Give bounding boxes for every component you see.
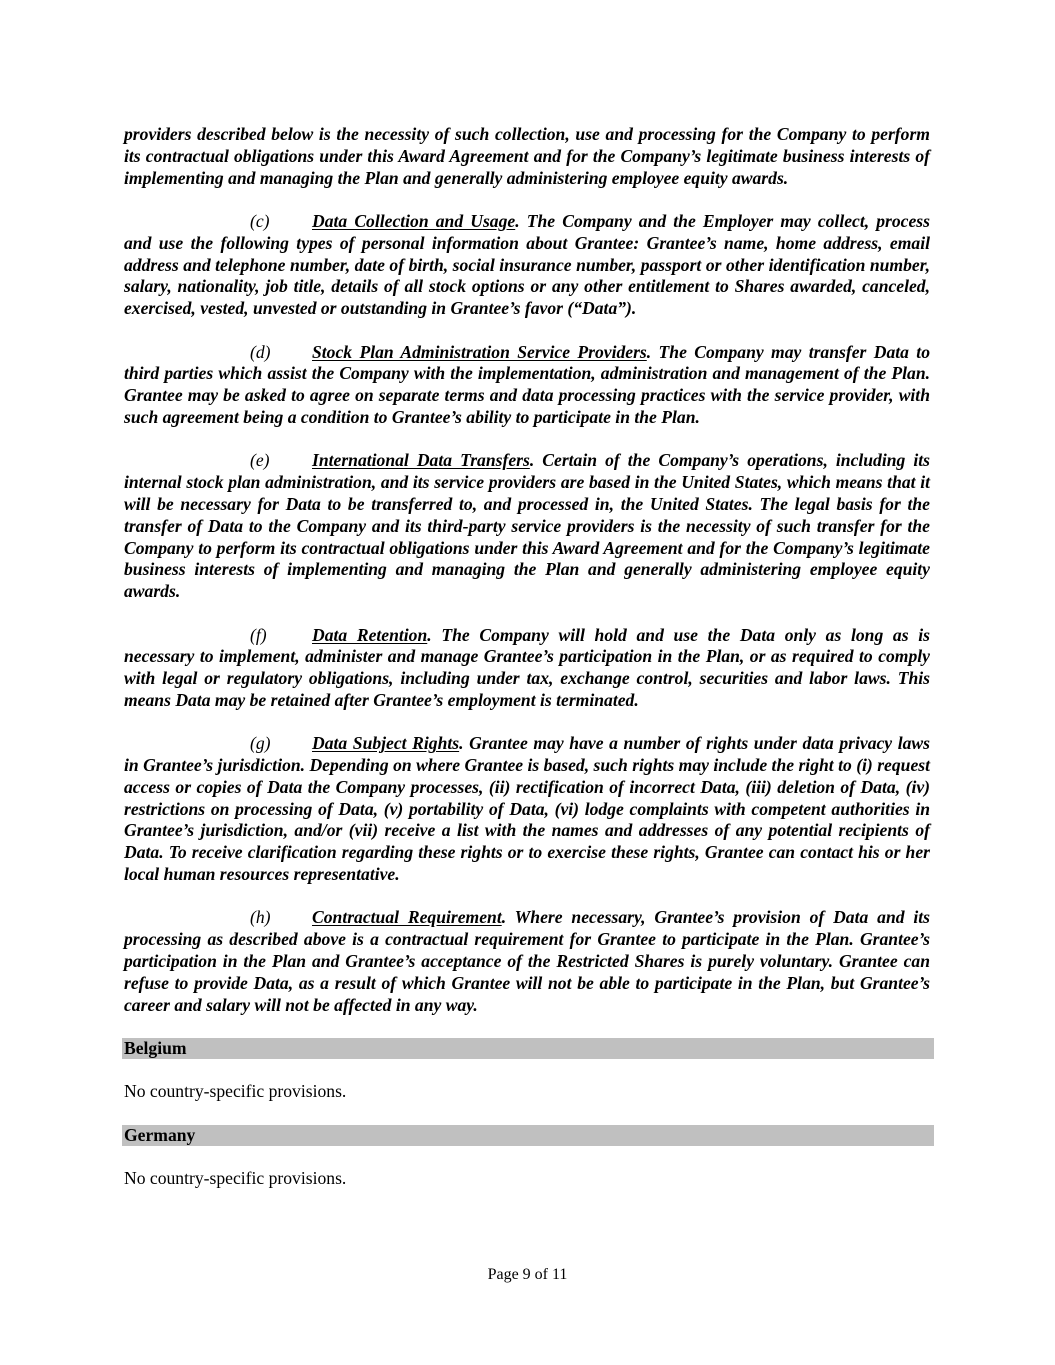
section-letter: (d) xyxy=(250,341,271,362)
section-letter: (g) xyxy=(250,733,271,754)
section-heading: Stock Plan Administration Service Providers xyxy=(312,341,647,362)
country-heading-belgium: Belgium xyxy=(122,1038,934,1059)
section-e xyxy=(124,450,930,603)
page-content xyxy=(124,124,930,1190)
section-letter: (e) xyxy=(250,450,270,471)
section-f xyxy=(124,625,930,712)
section-letter: (c) xyxy=(250,210,270,231)
section-heading: Data Subject Rights xyxy=(312,733,460,754)
section-g xyxy=(124,733,930,886)
section-heading: Data Collection and Usage xyxy=(312,210,516,231)
country-heading-germany: Germany xyxy=(122,1125,934,1146)
section-heading: Contractual Requirement xyxy=(312,907,502,928)
section-d xyxy=(124,342,930,429)
country-text-belgium: No country-specific provisions. xyxy=(124,1081,347,1102)
section-body: . Certain of the Company’s operations, including its internal stock plan administration, and its service providers are based in the United States, which means that it will be necessary for Data to be transferred to, and processed in, the United States. The legal basis for the transfer of Data to the Company and its third-party service providers is the necessity of such transfer for the Company to perform its contractual obligations under this Award Agreement and for the Company’s legitimate business interests of implementing and managing the Plan and generally administering employee equity awards. xyxy=(124,450,930,602)
intro-paragraph: providers described below is the necessity of such collection, use and processing for the Company to perform its contractual obligations under this Award Agreement and for the Company’s legitimate business interests of implementing and managing the Plan and generally administering employee equity awards. xyxy=(124,124,930,188)
section-letter: (f) xyxy=(250,624,267,645)
section-c xyxy=(124,211,930,320)
section-body: . The Company may transfer Data to third parties which assist the Company with the implementation, administration and management of the Plan. Grantee may be asked to agree on separate terms and data processing practices with the service provider, with such agreement being a condition to Grantee’s ability to participate in the Plan. xyxy=(124,341,930,427)
section-body: . The Company and the Employer may collect, process and use the following types of personal information about Grantee: Grantee’s name, home address, email address and telephone number, date of birth, social insurance number, passport or other identification number, salary, nationality, job title, details of all stock options or any other entitlement to Shares awarded, canceled, exercised, vested, unvested or outstanding in Grantee’s favor (“Data”). xyxy=(124,210,930,319)
section-body: . Grantee may have a number of rights under data privacy laws in Grantee’s jurisdiction. Depending on where Grantee is based, such rights may include the right to (i) request access or copies of Data the Company processes, (ii) rectification of incorrect Data, (iii) deletion of Data, (iv) restrictions on processing of Data, (v) portability of Data, (vi) lodge complaints with competent authorities in Grantee’s jurisdiction, and/or (vii) receive a list with the names and addresses of any potential recipients of Data. To receive clarification regarding these rights or to exercise these rights, Grantee can contact his or her local human resources representative. xyxy=(124,733,930,885)
section-h xyxy=(124,907,930,1016)
section-heading: Data Retention xyxy=(312,624,428,645)
section-body: . The Company will hold and use the Data only as long as is necessary to implement, administer and manage Grantee’s participation in the Plan, or as required to comply with legal or regulatory obligations, including under tax, exchange control, securities and labor laws. This means Data may be retained after Grantee’s employment is terminated. xyxy=(124,624,930,710)
country-text-germany: No country-specific provisions. xyxy=(124,1168,347,1189)
section-body: . Where necessary, Grantee’s provision of Data and its processing as described above is a contractual requirement for Grantee to participate in the Plan. Grantee’s participation in the Plan and Grantee’s acceptance of the Restricted Shares is purely voluntary. Grantee can refuse to provide Data, as a result of which Grantee will not be able to participate in the Plan, but Grantee’s career and salary will not be affected in any way. xyxy=(124,907,931,1015)
page-number: Page 9 of 11 xyxy=(487,1266,568,1283)
section-letter: (h) xyxy=(250,907,271,928)
section-heading: International Data Transfers xyxy=(312,450,530,471)
